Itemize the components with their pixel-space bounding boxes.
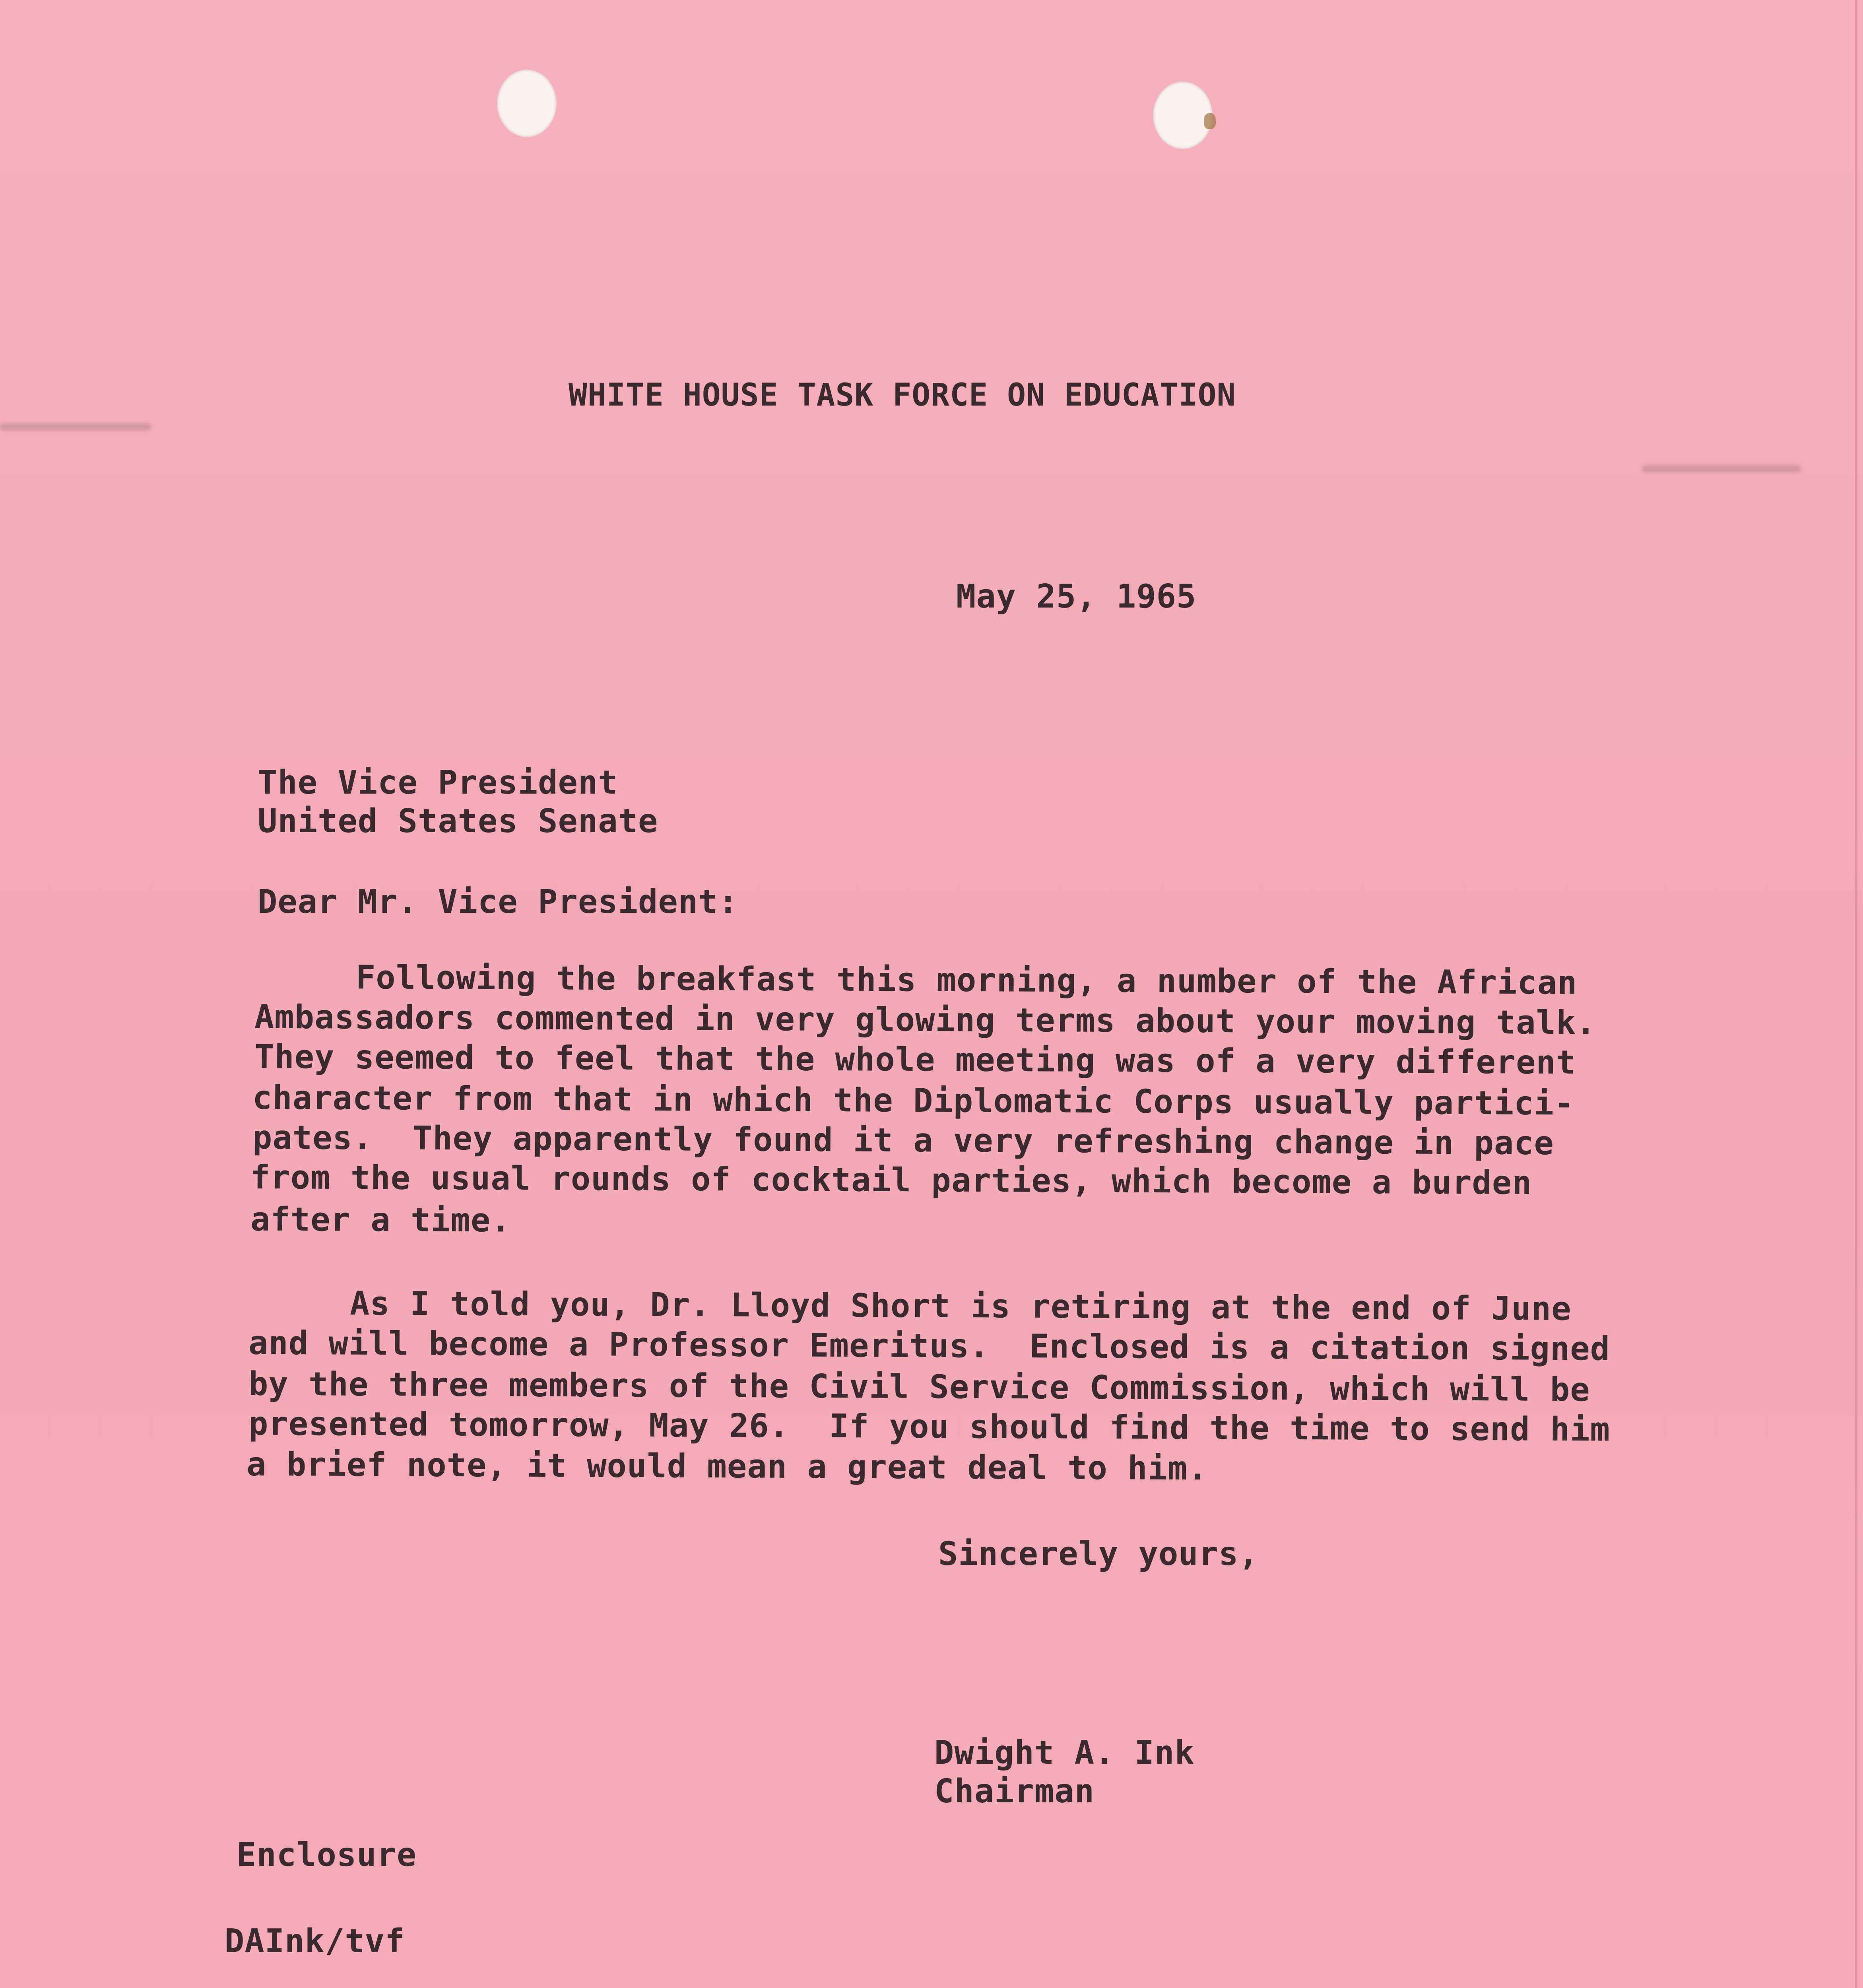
page-edge [1855, 0, 1857, 1988]
punch-hole-left [497, 70, 557, 137]
recipient-line-1: The Vice President [258, 764, 618, 802]
paragraph-2-line: by the three members of the Civil Service Commission, which will be [248, 1365, 1590, 1409]
paragraph-2-line: and will become a Professor Emeritus. Enclosed is a citation signed [248, 1324, 1611, 1368]
paragraph-1-line: They seemed to feel that the whole meeting was of a very different [254, 1038, 1576, 1082]
smudge-mark-left [0, 423, 151, 431]
paragraph-1-line: character from that in which the Diplomatic Corps usually partici- [252, 1079, 1574, 1123]
salutation: Dear Mr. Vice President: [258, 883, 738, 921]
paragraph-1-line: Ambassadors commented in very glowing terms about your moving talk. [254, 998, 1596, 1042]
enclosure-note: Enclosure [237, 1836, 417, 1874]
paragraph-2-line: As I told you, Dr. Lloyd Short is retiring at the end of June [349, 1285, 1572, 1328]
signature-title: Chairman [934, 1773, 1095, 1810]
paragraph-1-line: from the usual rounds of cocktail parties, which become a burden [250, 1158, 1532, 1202]
smudge-mark-right [1642, 465, 1801, 472]
reference-initials: DAInk/tvf [225, 1922, 405, 1960]
paragraph-1-line: Following the breakfast this morning, a number of the African [355, 959, 1578, 1002]
letter-date: May 25, 1965 [956, 578, 1197, 615]
paragraph-1-line: pates. They apparently found it a very refreshing change in pace [252, 1118, 1554, 1163]
letterhead-title: WHITE HOUSE TASK FORCE ON EDUCATION [569, 377, 1236, 413]
paragraph-2-line: presented tomorrow, May 26. If you should find the time to send him [248, 1405, 1611, 1449]
closing: Sincerely yours, [938, 1535, 1259, 1573]
recipient-line-2: United States Senate [258, 802, 658, 840]
paragraph-1-line: after a time. [250, 1200, 511, 1240]
signature-name: Dwight A. Ink [934, 1734, 1195, 1772]
paragraph-2-line: a brief note, it would mean a great deal to him. [246, 1445, 1208, 1488]
punch-hole-right [1153, 82, 1213, 149]
